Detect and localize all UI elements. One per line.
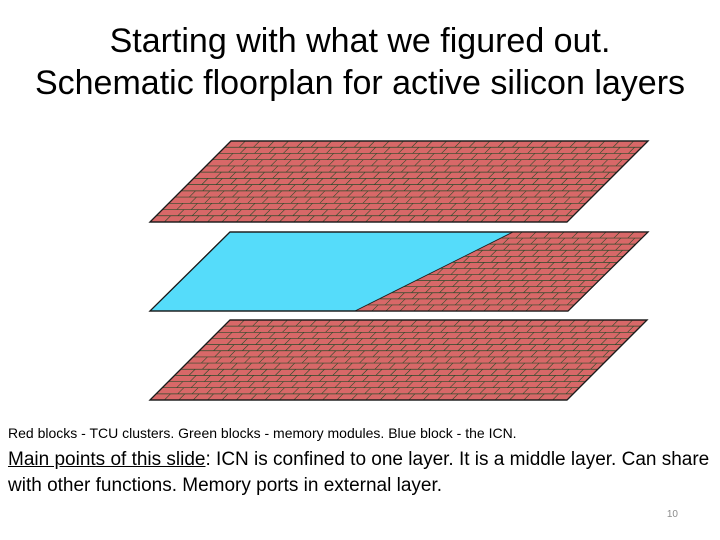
- main-points-body: ICN is confined to one layer. It is a middle layer. Can share with other functions. Memory ports in external layer.: [8, 449, 710, 496]
- legend-caption: Red blocks - TCU clusters. Green blocks - memory modules. Blue block - the ICN.: [8, 425, 517, 441]
- main-points: [8, 447, 712, 499]
- bottom-layer-tcu-grid: [150, 320, 647, 400]
- title-line-2: Schematic floorplan for active silicon layers: [34, 64, 686, 102]
- page-number: 10: [666, 509, 678, 520]
- main-points-colon: :: [205, 449, 211, 470]
- middle-layer-icn: [150, 232, 648, 311]
- top-layer-tcu-grid: [150, 141, 648, 222]
- main-points-lead: Main points of this slide: [8, 449, 206, 470]
- title-line-1: Starting with what we figured out.: [109, 22, 611, 60]
